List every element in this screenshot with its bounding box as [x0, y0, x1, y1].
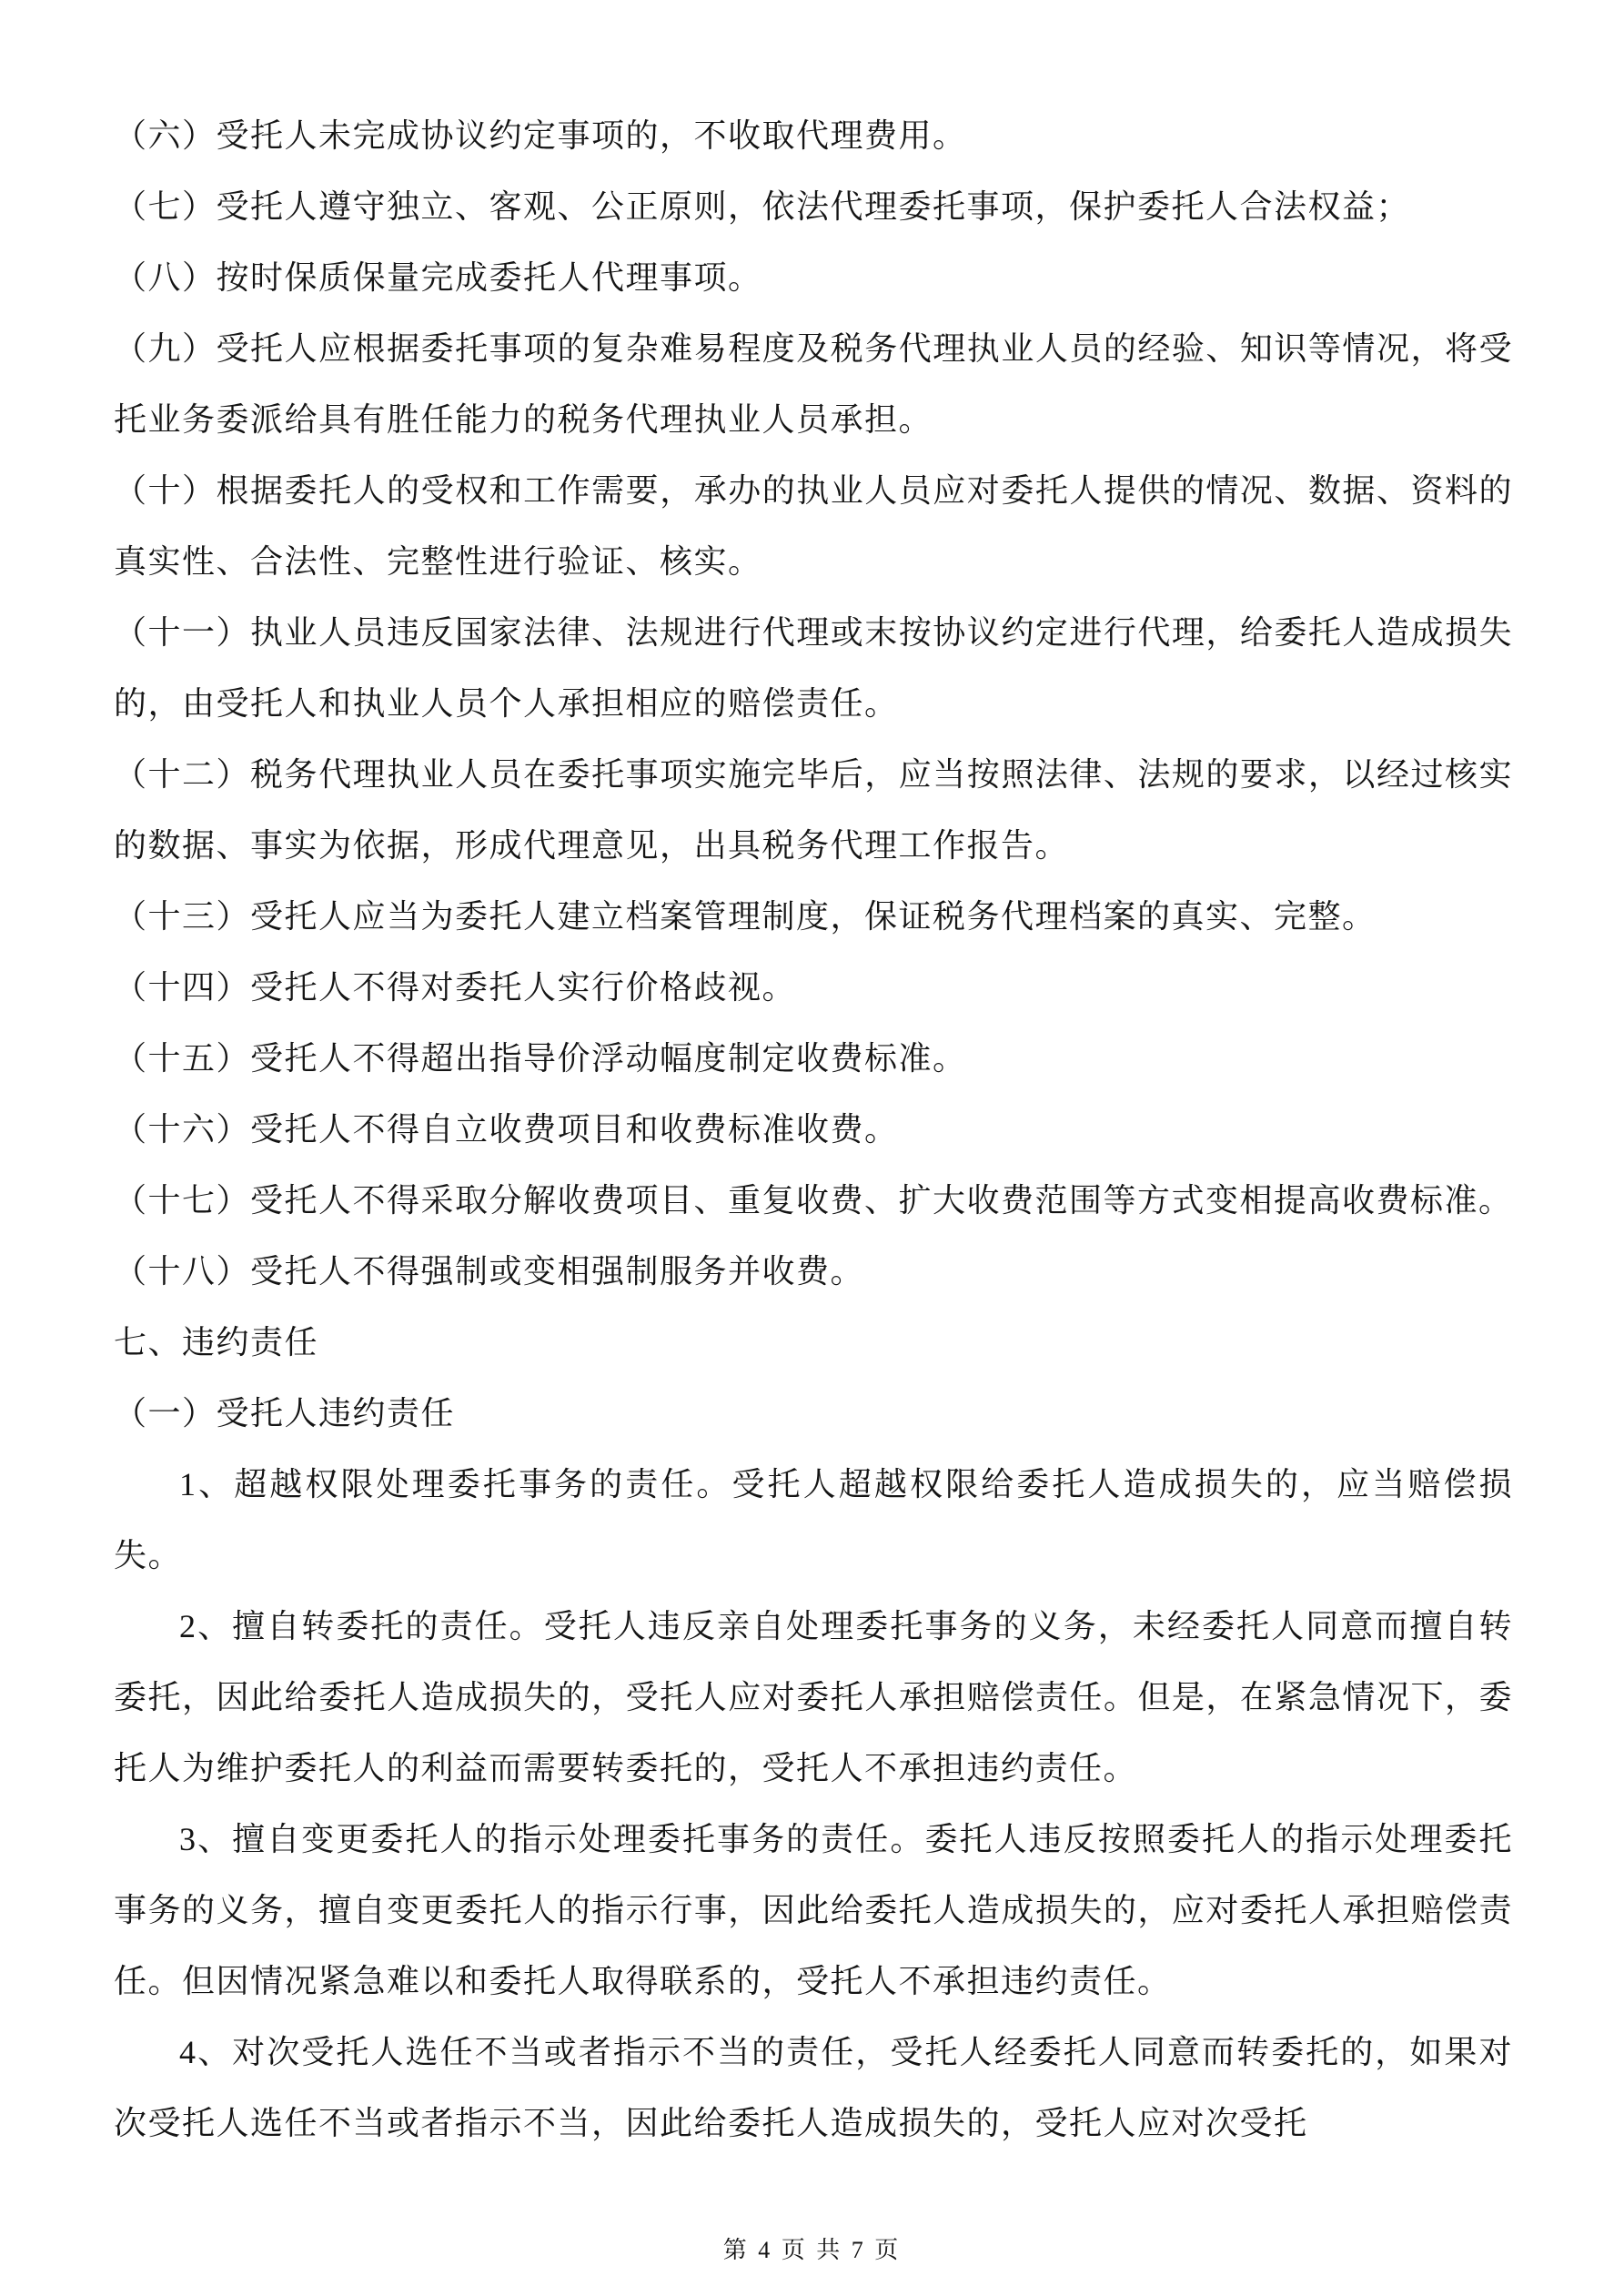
paragraph: 七、违约责任: [114, 1324, 319, 1360]
paragraph: （十一）执业人员违反国家法律、法规进行代理或末按协议约定进行代理，给委托人造成损失的，由受托人和执业人员个人承担相应的赔偿责任。: [114, 614, 1513, 722]
paragraph: （十二）税务代理执业人员在委托事项实施完毕后，应当按照法律、法规的要求，以经过核实的数据、事实为依据，形成代理意见，出具税务代理工作报告。: [114, 756, 1513, 864]
paragraph: （十三）受托人应当为委托人建立档案管理制度，保证税务代理档案的真实、完整。: [114, 898, 1377, 935]
paragraph: 3、擅自变更委托人的指示处理委托事务的责任。委托人违反按照委托人的指示处理委托事务的义务，擅自变更委托人的指示行事，因此给委托人造成损失的，应对委托人承担赔偿责任。但因情况紧急难以和委托人取得联系的，受托人不承担违约责任。: [114, 1821, 1513, 1999]
paragraph: （七）受托人遵守独立、客观、公正原则，依法代理委托事项，保护委托人合法权益；: [114, 188, 1411, 225]
paragraph: 1、超越权限处理委托事务的责任。受托人超越权限给委托人造成损失的，应当赔偿损失。: [114, 1466, 1513, 1573]
paragraph: 4、对次受托人选任不当或者指示不当的责任，受托人经委托人同意而转委托的，如果对次受托人选任不当或者指示不当，因此给委托人造成损失的，受托人应对次受托: [114, 2034, 1513, 2141]
paragraph: （十六）受托人不得自立收费项目和收费标准收费。: [114, 1111, 899, 1148]
paragraph: （十四）受托人不得对委托人实行价格歧视。: [114, 969, 797, 1006]
page-footer: 第 4 页 共 7 页: [722, 2237, 902, 2263]
paragraph: （八）按时保质保量完成委托人代理事项。: [114, 259, 762, 296]
paragraph: （十）根据委托人的受权和工作需要，承办的执业人员应对委托人提供的情况、数据、资料的真实性、合法性、完整性进行验证、核实。: [114, 472, 1513, 580]
paragraph: （一）受托人违约责任: [114, 1395, 456, 1431]
paragraph: （六）受托人未完成协议约定事项的，不收取代理费用。: [114, 117, 967, 154]
paragraph: （九）受托人应根据委托事项的复杂难易程度及税务代理执业人员的经验、知识等情况，将受托业务委派给具有胜任能力的税务代理执业人员承担。: [114, 330, 1513, 438]
document-body: [114, 100, 1513, 2159]
paragraph: 2、擅自转委托的责任。受托人违反亲自处理委托事务的义务，未经委托人同意而擅自转委托，因此给委托人造成损失的，受托人应对委托人承担赔偿责任。但是，在紧急情况下，委托人为维护委托人的利益而需要转委托的，受托人不承担违约责任。: [114, 1608, 1513, 1786]
paragraph: （十七）受托人不得采取分解收费项目、重复收费、扩大收费范围等方式变相提高收费标准。: [114, 1182, 1513, 1219]
paragraph: （十五）受托人不得超出指导价浮动幅度制定收费标准。: [114, 1040, 967, 1077]
paragraph: （十八）受托人不得强制或变相强制服务并收费。: [114, 1253, 865, 1290]
